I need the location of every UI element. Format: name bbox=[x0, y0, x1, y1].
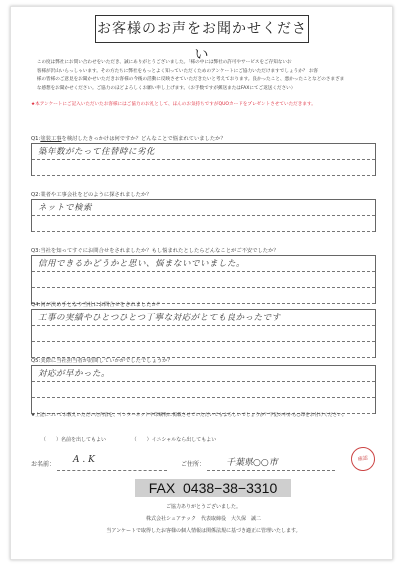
intro-text bbox=[31, 51, 376, 127]
intro-note: ★本アンケートにご記入いただいたお客様にはご協力のお礼として、ほんのお気持ちですがQUOカードをプレゼントさせていただきます。 bbox=[31, 102, 316, 108]
answer-1: 築年数がたって住替時に劣化 bbox=[38, 147, 156, 157]
name-label: お名前： bbox=[31, 461, 56, 468]
answer-3: 信用できるかどうかと思い、悩まないでいました。 bbox=[38, 259, 246, 269]
intro-line: 様の皆様のご意見をお聞かせいただきお客様の今後の活動に反映させていただきたいと考えております。良かったこと、悪かったことなどのさまざま bbox=[36, 77, 345, 83]
thanks-text: ご協力ありがとうございました。 bbox=[165, 504, 241, 510]
answer-4: 工事の実績やひとつひとつ丁寧な対応がとても良かったです bbox=[38, 313, 281, 323]
answer-5-box[interactable] bbox=[31, 365, 376, 414]
question-5 bbox=[31, 357, 376, 414]
question-4 bbox=[31, 301, 376, 358]
answer-1-box[interactable] bbox=[31, 143, 376, 176]
page-title: お客様のお声をお聞かせください bbox=[95, 15, 309, 43]
question-2 bbox=[31, 191, 376, 232]
question-3 bbox=[31, 247, 376, 304]
fax-value: 0438−38−3310 bbox=[183, 480, 278, 496]
name-value: A . K bbox=[73, 455, 95, 465]
consent-option-initial[interactable]: （ ）イニシャルなら出してもよい bbox=[131, 437, 217, 443]
question-2-text: Q2:業者や工事会社をどのように探されましたか？ bbox=[31, 192, 152, 198]
answer-5: 対応が早かった。 bbox=[38, 369, 111, 379]
fax-number bbox=[135, 479, 291, 497]
question-3-text: Q3:当社を知ってすぐにお問合せをされましたか？もし悩まれたとしたらどんなことがご不安でしたか？ bbox=[31, 248, 279, 254]
question-4-text: Q4:何が決め手となり当社にお問合せをされましたか？ bbox=[31, 302, 163, 308]
fax-label: FAX bbox=[148, 480, 176, 496]
answer-3-box[interactable] bbox=[31, 255, 376, 304]
question-1 bbox=[31, 135, 376, 176]
name-field[interactable] bbox=[57, 470, 167, 471]
customer-row bbox=[31, 455, 376, 473]
company-text: 株式会社シュアテック 代表取締役 大久保 誠二 bbox=[146, 516, 261, 522]
consent-option-name[interactable]: （ ）名前を出してもよい bbox=[41, 437, 107, 443]
address-label: ご住所： bbox=[181, 461, 206, 468]
intro-line: な感想をお聞かせください。ご協力のほどよろしくお願い申し上げます。（お手数ですが郵送またはFAXにてご返送ください） bbox=[36, 85, 296, 91]
privacy-text: 当アンケートで取得したお客様の個人情報は関係法規に基づき適正に管理いたします。 bbox=[106, 528, 301, 534]
answer-2: ネットで検索 bbox=[38, 203, 93, 213]
question-5-text: Q5:実際に当社担当者が訪問していかがでしたでしょうか？ bbox=[31, 358, 173, 364]
intro-line: 客様が沢山いらっしゃいます。その方たちに弊社をもっとよく知っていただくためのアンケートにご協力いただけますでしょうか？ お客 bbox=[36, 68, 319, 74]
consent-text: ★上記についてお教えいただいた内容を、インターネットや印刷物に掲載させていただいてもよろしいでしょうか？下記の中から○印をお付けください。 bbox=[31, 413, 347, 418]
answer-4-box[interactable] bbox=[31, 309, 376, 358]
intro-line: この度は弊社にお問い合わせをいただき、誠にありがとうございました。「様の中には弊社の許可やサービスをご存知ないお bbox=[36, 60, 292, 66]
question-1-text: Q1:塗装工事を検討したきっかけは何ですか？どんなことで悩まれていましたか？ bbox=[31, 136, 226, 142]
seal-stamp: 確認 bbox=[349, 445, 376, 472]
address-field[interactable] bbox=[207, 470, 335, 471]
address-value: 千葉県○○市 bbox=[226, 458, 278, 468]
answer-2-box[interactable] bbox=[31, 199, 376, 232]
survey-sheet bbox=[10, 6, 393, 560]
consent-options bbox=[41, 436, 371, 443]
